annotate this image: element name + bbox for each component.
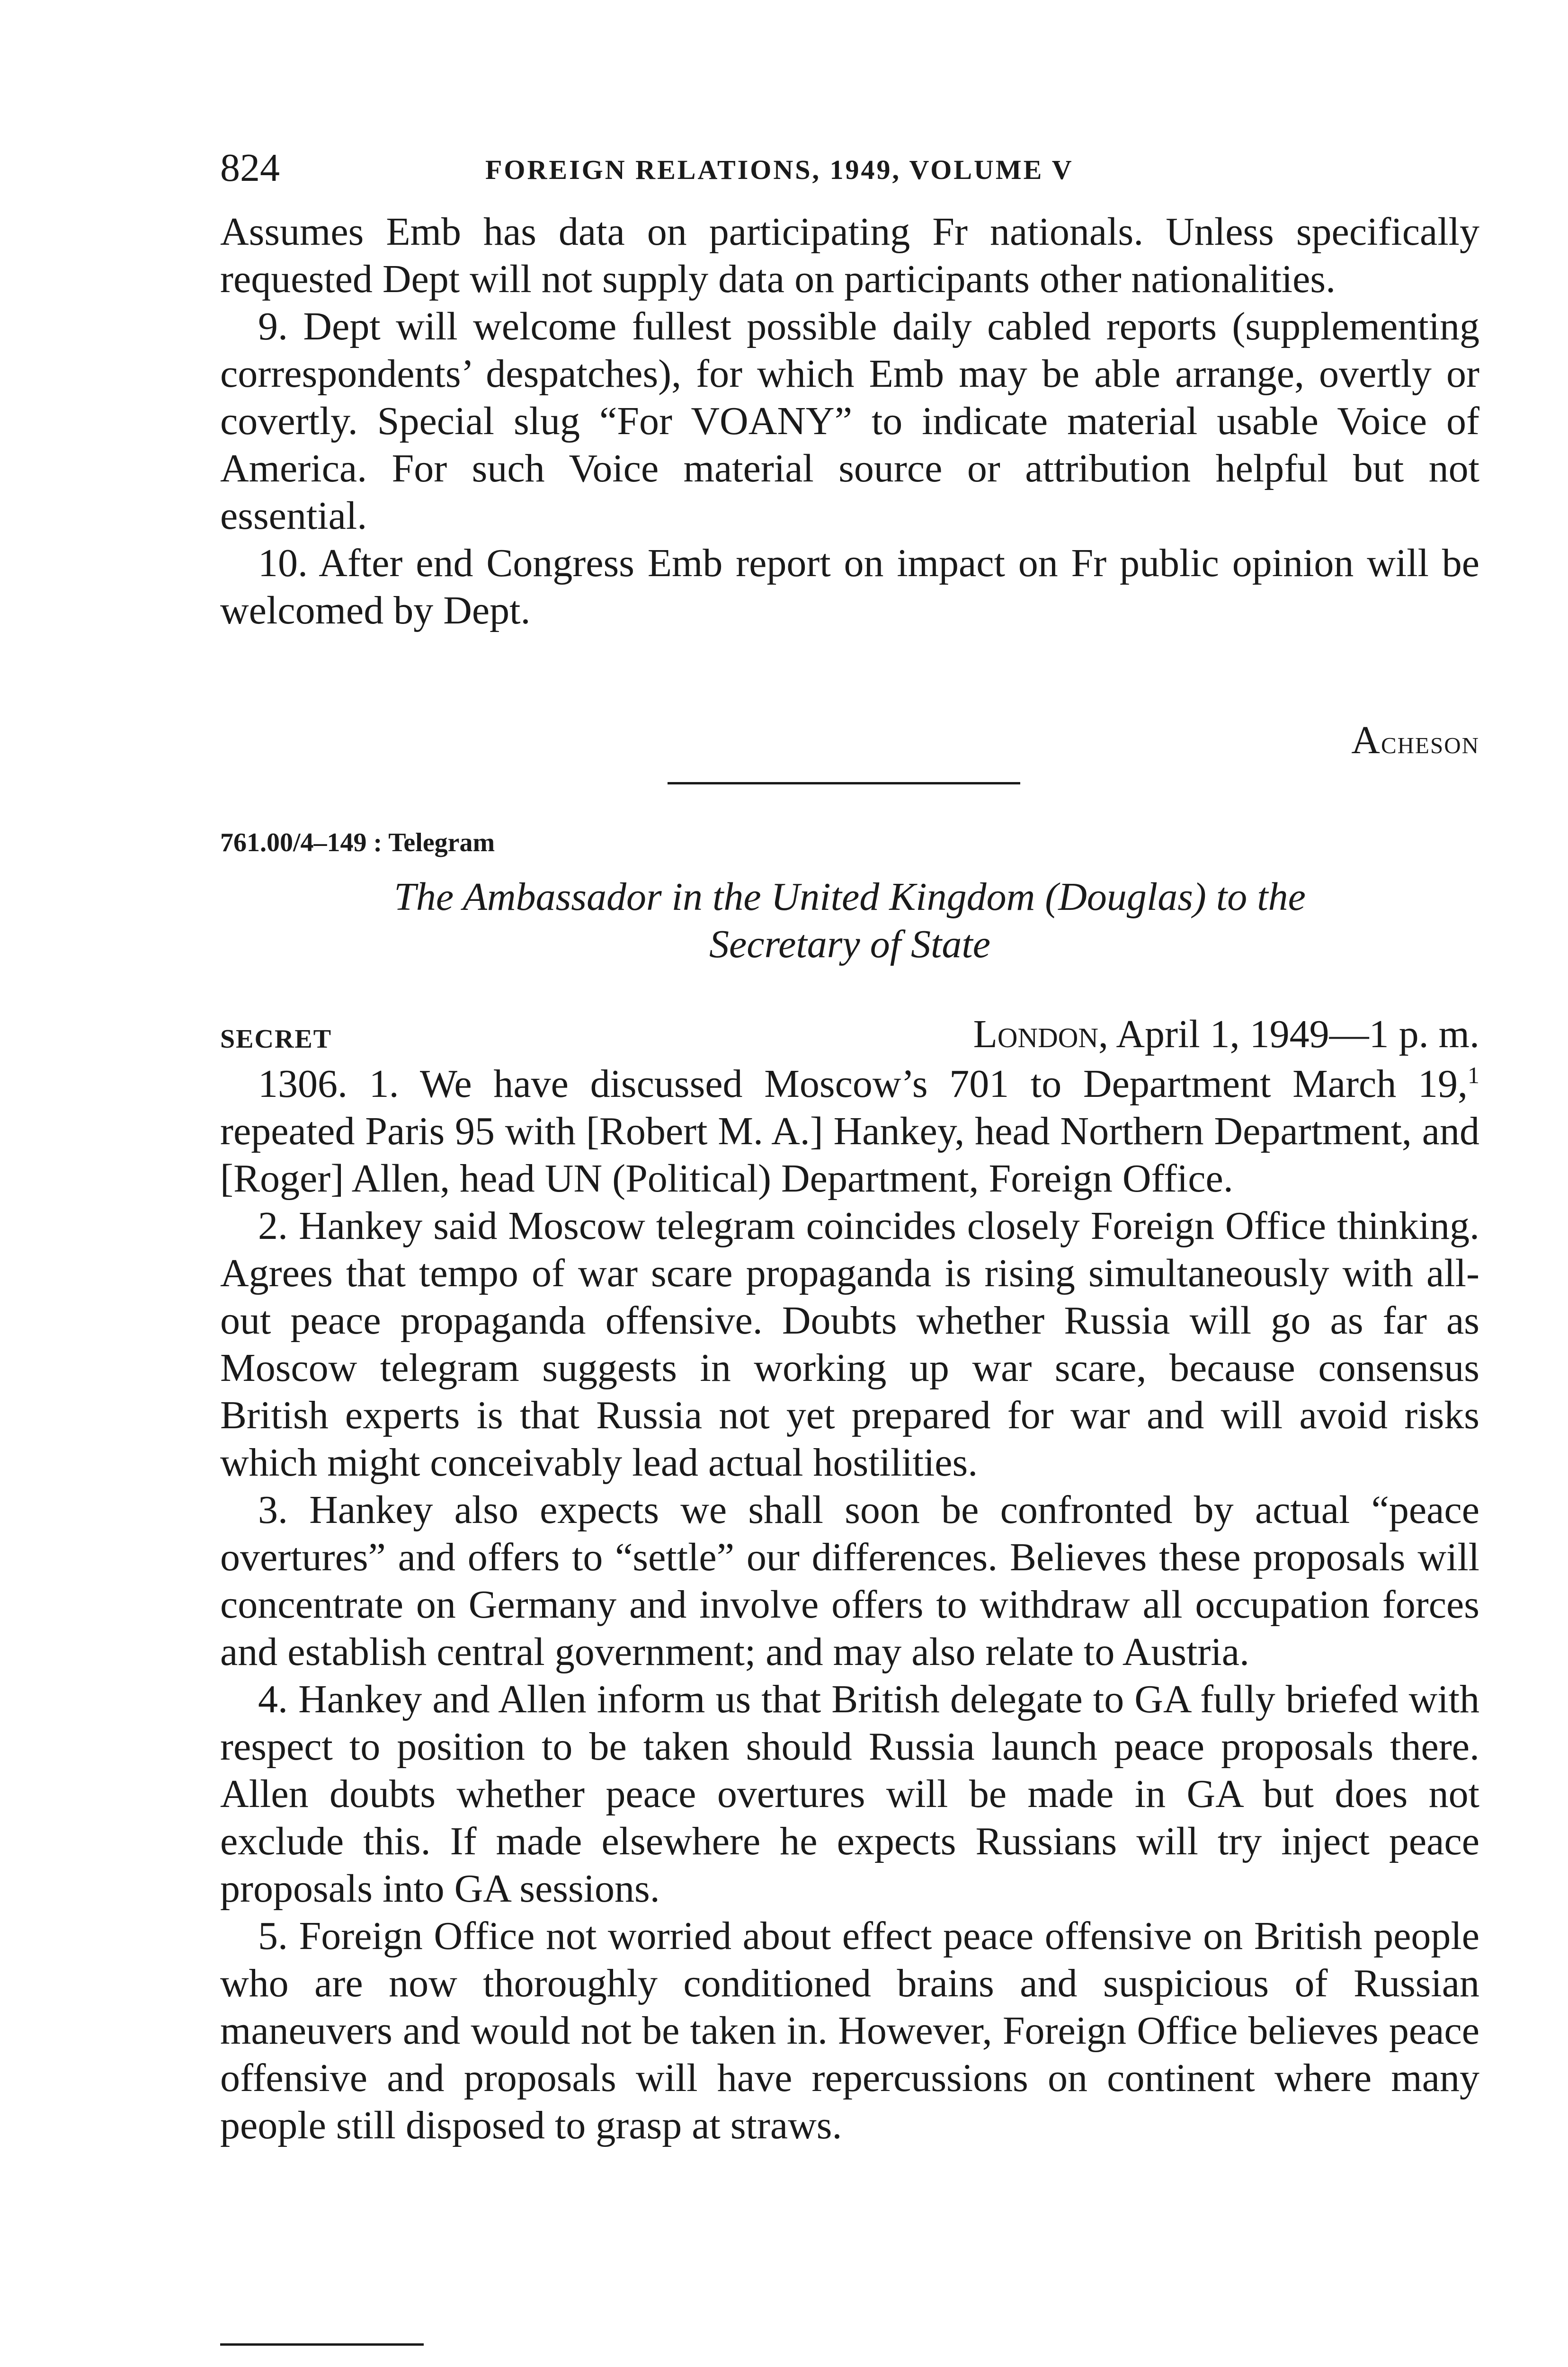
document-heading	[220, 873, 1479, 968]
heading-line: The Ambassador in the United Kingdom (Douglas) to the	[394, 875, 1306, 919]
paragraph: 1306. 1. We have discussed Moscow’s 701 to Department March 19,$^1$ repeated Paris 95 with [Robert M. A.] Hankey, head Northern Department, and [Roger] Allen, head UN (Political) Department, Foreign Office.	[220, 1062, 1479, 1201]
paragraph: Assumes Emb has data on participating Fr nationals. Unless specifically requested Dept will not supply data on participants other nationalities.	[220, 210, 1479, 301]
dateline-date: April 1, 1949—1 p. m.	[1116, 1012, 1479, 1056]
telegram-body	[220, 1060, 1479, 2149]
dateline	[973, 1011, 1479, 1058]
heading-line: Secretary of State	[709, 922, 991, 966]
previous-document-text	[220, 208, 1479, 634]
file-reference: 761.00/4–149 : Telegram	[220, 828, 495, 857]
paragraph: 9. Dept will welcome fullest possible daily cabled reports (supplementing correspondents’ despatches), for which Emb may be able arrange, overtly or covertly. Special slug “For VOANY” to indicate material usable Voice of America. For such Voice material source or attribution helpful but not essential.	[220, 304, 1479, 538]
paragraph: 2. Hankey said Moscow telegram coincides closely Foreign Office thinking. Agrees that tempo of war scare propaganda is rising simultaneously with all-out peace propaganda offensive. Doubts whether Russia will go as far as Moscow telegram suggests in working up war scare, because consensus British experts is that Russia not yet prepared for war and will avoid risks which might conceivably lead actual hostilities.	[220, 1204, 1479, 1485]
classification: SECRET	[220, 1024, 332, 1054]
dateline-place: London,	[973, 1012, 1108, 1056]
paragraph: 5. Foreign Office not worried about effect peace offensive on British people who are now thoroughly conditioned brains and suspicious of Russian maneuvers and would not be taken in. However, Foreign Office believes peace offensive and proposals will have repercussions on continent where many people still disposed to grasp at straws.	[220, 1914, 1479, 2147]
footnote-rule	[220, 2343, 424, 2346]
running-title: FOREIGN RELATIONS, 1949, VOLUME V	[485, 154, 1074, 185]
signature: Acheson	[1351, 718, 1479, 762]
running-head	[220, 142, 1479, 194]
paragraph: 4. Hankey and Allen inform us that British delegate to GA fully briefed with respect to position to be taken should Russia launch peace proposals there. Allen doubts whether peace overtures will be made in GA but does not exclude this. If made elsewhere he expects Russians will try inject peace proposals into GA sessions.	[220, 1677, 1479, 1911]
paragraph: 10. After end Congress Emb report on impact on Fr public opinion will be welcomed by Dept.	[220, 541, 1479, 632]
section-separator	[668, 782, 1020, 784]
page-number: 824	[220, 146, 280, 190]
footnote-reference: 1	[1468, 1062, 1479, 1088]
paragraph: 3. Hankey also expects we shall soon be confronted by actual “peace overtures” and offers to “settle” our differences. Believes these proposals will concentrate on Germany and involve offers to withdraw all occupation forces and establish central government; and may also relate to Austria.	[220, 1488, 1479, 1674]
